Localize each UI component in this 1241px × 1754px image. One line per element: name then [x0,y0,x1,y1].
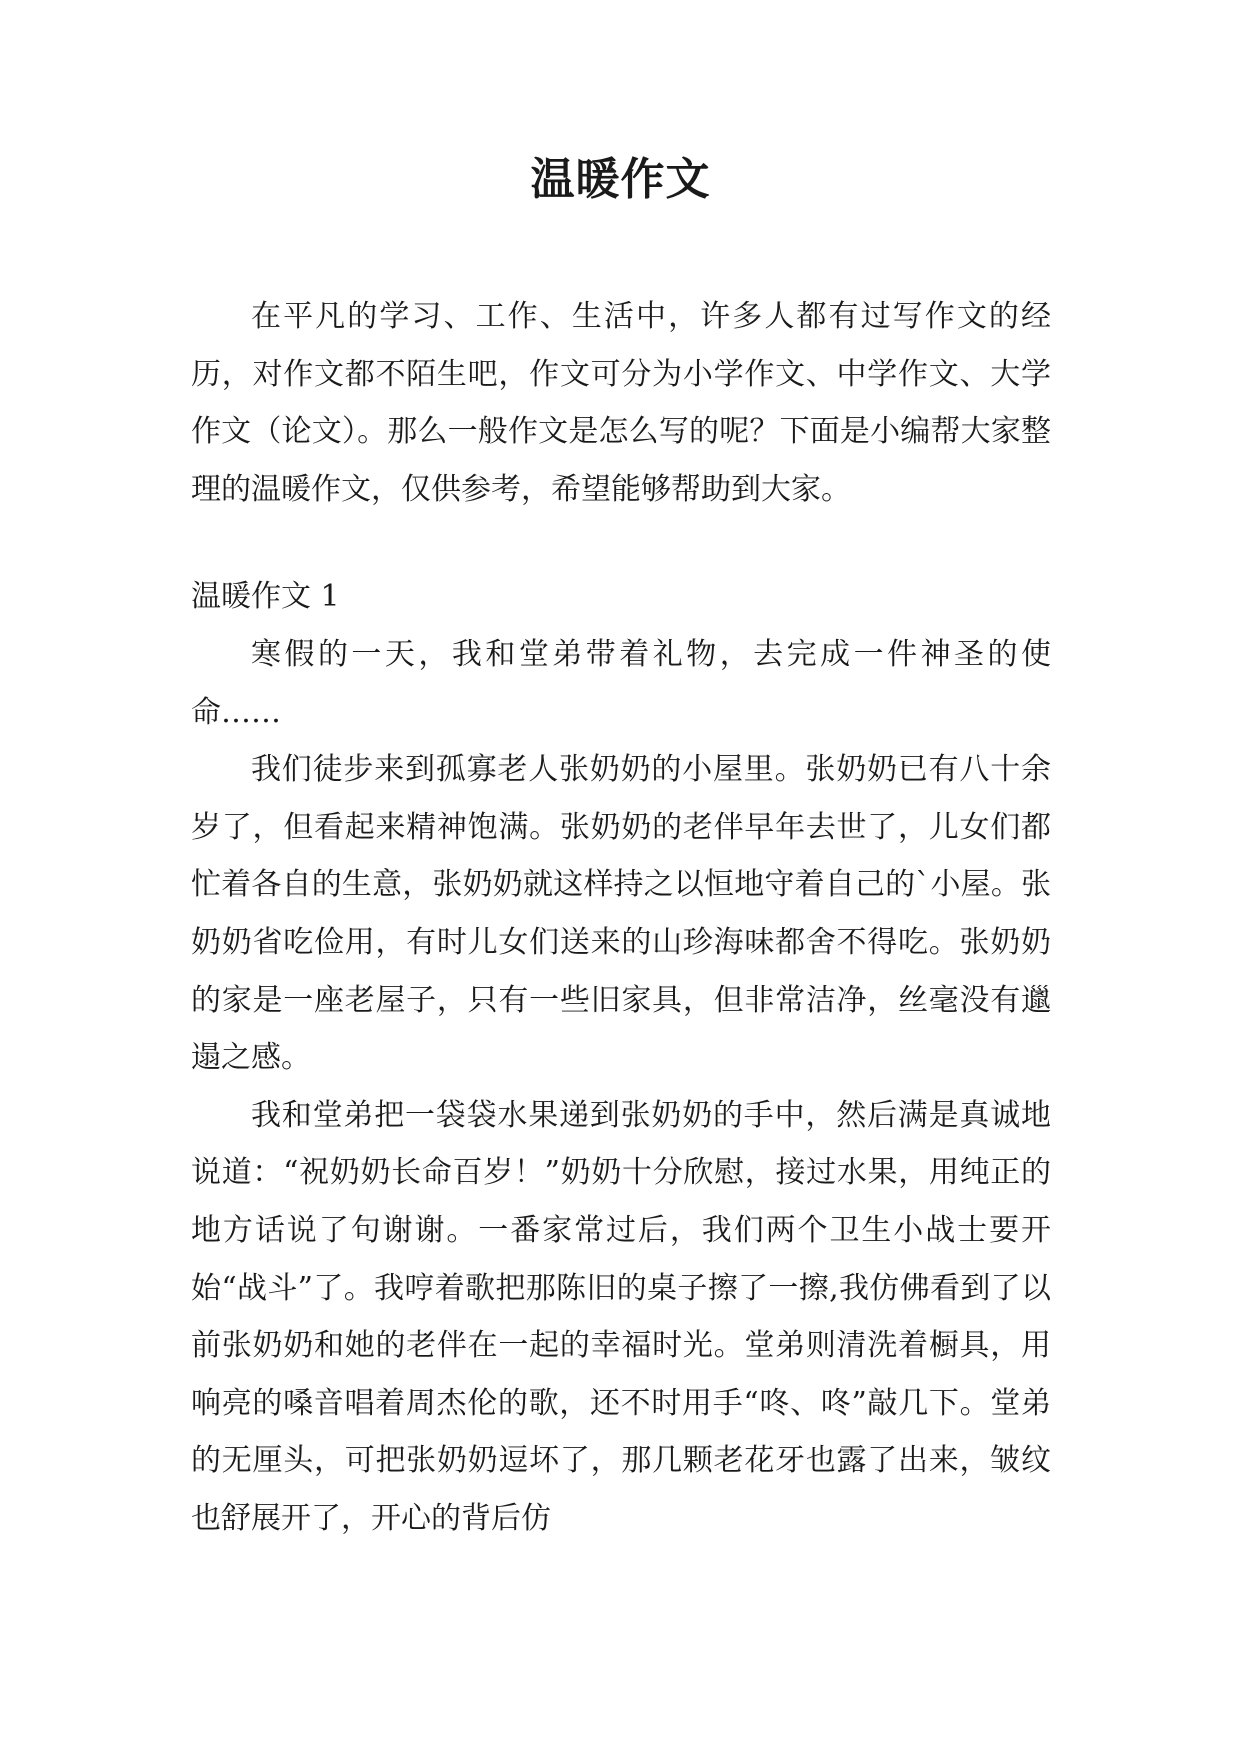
document-title: 温暖作文 [530,154,711,205]
body-paragraph-1: 寒假的一天，我和堂弟带着礼物，去完成一件神圣的使命…… [191,636,1051,730]
document-body [191,288,1051,1547]
body-paragraph-2: 我们徒步来到孤寡老人张奶奶的小屋里。张奶奶已有八十余岁了，但看起来精神饱满。张奶奶的老伴早年去世了，儿女们都忙着各自的生意，张奶奶就这样持之以恒地守着自己的`小屋。张奶奶省吃俭用，有时儿女们送来的山珍海味都舍不得吃。张奶奶的家是一座老屋子，只有一些旧家具，但非常洁净，丝毫没有邋遢之感。 [191,752,1051,1076]
section-heading: 温暖作文 1 [191,579,340,615]
intro-paragraph: 在平凡的学习、工作、生活中，许多人都有过写作文的经历，对作文都不陌生吧，作文可分为小学作文、中学作文、大学作文（论文）。那么一般作文是怎么写的呢？下面是小编帮大家整理的温暖作文，仅供参考，希望能够帮助到大家。 [191,299,1051,507]
body-paragraph-3: 我和堂弟把一袋袋水果递到张奶奶的手中，然后满是真诚地说道：“祝奶奶长命百岁！”奶奶十分欣慰，接过水果，用纯正的地方话说了句谢谢。一番家常过后，我们两个卫生小战士要开始“战斗”了。我哼着歌把那陈旧的桌子擦了一擦,我仿佛看到了以前张奶奶和她的老伴在一起的幸福时光。堂弟则清洗着橱具，用响亮的嗓音唱着周杰伦的歌，还不时用手“咚、咚”敲几下。堂弟的无厘头，可把张奶奶逗坏了，那几颗老花牙也露了出来，皱纹也舒展开了，开心的背后仿 [191,1097,1051,1536]
